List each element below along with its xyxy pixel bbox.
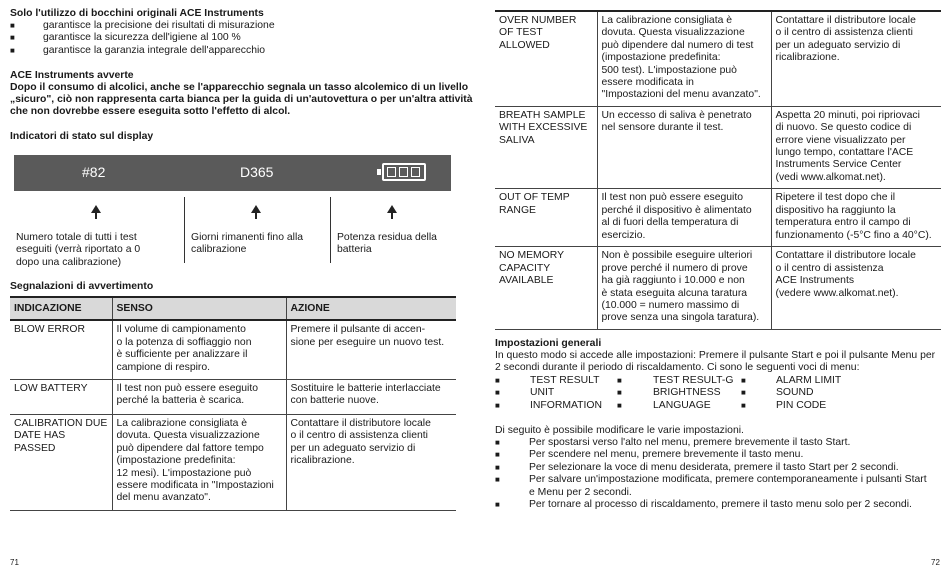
text-line: batteria [337, 244, 372, 256]
text-line: Contattare il distributore locale [290, 417, 431, 429]
instructions-list [495, 437, 945, 511]
table-row [495, 189, 941, 247]
text-line: ricalibrazione. [290, 455, 355, 467]
text-line: Contattare il distributore locale [775, 15, 916, 26]
bullet-icon [10, 45, 18, 57]
table-row [495, 247, 941, 329]
text-line: nel sensore durante il test. [601, 122, 724, 134]
text-line: ACE Instruments [775, 275, 855, 287]
text-line: con batterie nuove. [290, 395, 379, 407]
text-line: WITH EXCESSIVE [499, 122, 588, 134]
list-item [10, 45, 430, 57]
text-line: garantisce la garanzia integrale dell'apparecchio [43, 44, 266, 56]
bullet-icon [617, 375, 625, 387]
text-line: ALLOWED [499, 39, 550, 51]
warnings-title: Segnalazioni di avvertimento [10, 281, 154, 292]
table-cell [286, 320, 456, 379]
text-line: perché il dispositivo è alimentato [601, 204, 752, 216]
text-line: al di fuori della temperatura di [601, 217, 739, 229]
text-line: Ripetere il test dopo che il [775, 192, 896, 204]
bullet-icon [495, 437, 503, 449]
text-line: o la potenza di soffiaggio non [116, 336, 252, 348]
text-line: può dipendere dal numero di test [601, 39, 754, 51]
table-cell [495, 247, 597, 329]
bullet-icon [617, 400, 625, 412]
column-header: SENSO [112, 297, 286, 320]
text-line: dopo una calibrazione) [16, 256, 122, 268]
text-line: Il test non può essere eseguito [116, 382, 259, 394]
text-line: o il centro di assistenza clienti [290, 430, 428, 442]
text-line: Un eccesso di saliva è penetrato [601, 109, 752, 121]
text-line: essere modificata in [601, 77, 694, 89]
text-line: SALIVA [499, 134, 535, 146]
text-line: AVAILABLE [499, 275, 554, 287]
text-line: (10.000 = numero massimo di [601, 299, 740, 311]
bullet-icon [495, 387, 503, 399]
text-line: dispositivo ha raggiunto la [775, 204, 896, 216]
battery-cell [411, 167, 420, 177]
page-number: 71 [10, 558, 19, 567]
text-line: Per tornare al processo di riscaldamento, premere il tasto menu solo per 2 secondi. [529, 498, 912, 510]
warning-line: „sicuro", ciò non rappresenta carta bianca per la guida di un'autovettura o per un'altra attività [10, 94, 473, 105]
bullet-icon [10, 20, 18, 32]
test-count-readout: #82 [82, 164, 106, 180]
text-line: o il centro di assistenza [775, 262, 884, 274]
text-line: campione di respiro. [116, 361, 211, 373]
menu-items-grid [495, 375, 941, 412]
table-cell [771, 106, 941, 188]
warnings-table-continued [495, 10, 941, 330]
text-line: Potenza residua della [337, 232, 437, 243]
menu-row [495, 375, 941, 387]
text-line: esercizio. [601, 229, 646, 241]
caption-test-count [16, 232, 176, 269]
text-line: CALIBRATION DUE [14, 417, 108, 429]
battery-icon [382, 163, 426, 181]
text-line: (vedere www.alkomat.net). [775, 287, 899, 299]
left-page [0, 0, 475, 566]
table-cell [286, 414, 456, 510]
table-cell [112, 414, 286, 510]
table-cell [597, 106, 771, 188]
bullet-icon [617, 387, 625, 399]
battery-cell [387, 167, 396, 177]
modify-intro: Di seguito è possibile modificare le varie impostazioni. [495, 425, 744, 436]
text-line: OF TEST [499, 27, 543, 39]
text-line: 500 test). L'impostazione può [601, 64, 737, 76]
text-line: per un adeguato servizio di [290, 442, 416, 454]
list-item [10, 20, 430, 32]
text-line: DATE HAS PASSED [14, 430, 66, 454]
settings-title: Impostazioni generali [495, 338, 602, 349]
text-line: BREATH SAMPLE [499, 109, 586, 121]
text-line: La calibrazione consigliata è [116, 417, 248, 429]
text-line: o il centro di assistenza clienti [775, 27, 913, 39]
table-cell [112, 320, 286, 379]
text-line: "Impostazioni del menu avanzato". [601, 89, 761, 101]
text-line: ha già raggiunto i 10.000 e non [601, 275, 745, 287]
table-row [10, 414, 456, 510]
bullet-icon [741, 375, 749, 387]
bullet-icon [10, 32, 18, 44]
menu-item: INFORMATION [530, 399, 602, 411]
warning-line: che non dovrebbe essere eseguita sotto l'effetto di alcol. [10, 106, 291, 117]
text-line: è sufficiente per analizzare il [116, 349, 248, 361]
table-row [10, 320, 456, 379]
table-cell [10, 414, 112, 510]
bullet-icon [495, 400, 503, 412]
text-line: Non è possibile eseguire ulteriori [601, 250, 753, 262]
table-row [495, 11, 941, 106]
battery-cell [399, 167, 408, 177]
text-line: dovuta. Questa visualizzazione [116, 430, 260, 442]
text-line: Per selezionare la voce di menu desiderata, premere il tasto Start per 2 secondi. [529, 461, 899, 473]
text-line: errore viene visualizzato per [775, 134, 906, 146]
right-page [475, 0, 950, 566]
text-line: sione per eseguire un nuovo test. [290, 336, 445, 348]
status-indicators-title: Indicatori di stato sul display [10, 131, 154, 142]
menu-item: ALARM LIMIT [776, 375, 842, 386]
days-remaining-readout: D365 [240, 164, 274, 180]
text-line: BLOW ERROR [14, 324, 86, 336]
table-cell [112, 379, 286, 414]
caption-days [191, 232, 326, 257]
table-cell [771, 189, 941, 247]
list-item [495, 462, 945, 474]
text-line: RANGE [499, 204, 536, 216]
menu-item: SOUND [776, 387, 814, 399]
text-line: prove senza una singola taratura). [601, 312, 760, 324]
list-item [495, 449, 945, 461]
text-line: OVER NUMBER [499, 15, 577, 26]
warning-title: ACE Instruments avverte [10, 70, 134, 81]
originals-list [10, 20, 430, 57]
bullet-icon [495, 474, 503, 486]
table-cell [771, 247, 941, 329]
list-item [495, 474, 945, 499]
page-number: 72 [931, 558, 940, 567]
menu-item: UNIT [530, 387, 555, 399]
warnings-table [10, 296, 456, 511]
originals-heading: Solo l'utilizzo di bocchini originali ACE Instruments [10, 8, 264, 19]
list-item [10, 32, 430, 44]
menu-item: LANGUAGE [653, 399, 711, 411]
table-row [10, 379, 456, 414]
text-line: Numero totale di tutti i test [16, 232, 137, 243]
bullet-icon [495, 449, 503, 461]
text-line: Il volume di campionamento [116, 324, 246, 336]
text-line: Per salvare un'impostazione modificata, premere contemporaneamente i pulsanti Start [529, 474, 927, 486]
table-cell [10, 379, 112, 414]
text-line: essere modificata in "Impostazioni [116, 479, 274, 491]
bullet-icon [495, 462, 503, 474]
table-cell [597, 11, 771, 106]
column-header: INDICAZIONE [10, 297, 112, 320]
menu-item: BRIGHTNESS [653, 387, 721, 399]
menu-item: TEST RESULT [530, 375, 600, 386]
table-cell [771, 11, 941, 106]
text-line: è stata eseguita alcuna taratura [601, 287, 748, 299]
text-line: Per spostarsi verso l'alto nel menu, premere brevemente il tasto Start. [529, 437, 851, 448]
caption-battery [337, 232, 457, 257]
text-line: prove perché il numero di prove [601, 262, 748, 274]
text-line: (vedi www.alkomat.net). [775, 171, 886, 183]
table-cell [286, 379, 456, 414]
list-item [495, 437, 945, 449]
text-line: CAPACITY [499, 262, 551, 274]
text-line: e Menu per 2 secondi. [529, 486, 632, 498]
bullet-icon [741, 387, 749, 399]
table-cell [495, 189, 597, 247]
text-line: Il test non può essere eseguito [601, 192, 744, 204]
bullet-icon [495, 375, 503, 387]
text-line: La calibrazione consigliata è [601, 15, 733, 26]
table-cell [495, 106, 597, 188]
text-line: lungo tempo, contattare l'ACE [775, 147, 914, 159]
text-line: Premere il pulsante di accen- [290, 324, 426, 336]
text-line: Per scendere nel menu, premere brevemente il tasto menu. [529, 449, 804, 461]
table-cell [495, 11, 597, 106]
settings-intro: 2 secondi durante il periodo di riscaldamento. Ci sono le seguenti voci di menu: [495, 362, 860, 373]
list-item [495, 499, 945, 511]
text-line: garantisce la sicurezza dell'igiene al 100 % [43, 32, 241, 44]
bullet-icon [495, 499, 503, 511]
text-line: calibrazione [191, 244, 247, 256]
table-cell [10, 320, 112, 379]
divider [184, 197, 185, 263]
text-line: Aspetta 20 minuti, poi ripriovaci [775, 109, 920, 121]
text-line: (impostazione predefinita: [601, 52, 721, 64]
warning-line: Dopo il consumo di alcolici, anche se l'apparecchio segnala un tasso alcolemico di un livello [10, 82, 469, 93]
menu-row [495, 400, 941, 412]
text-line: può dipendere dal fattore tempo [116, 442, 264, 454]
table-cell [597, 247, 771, 329]
text-line: del menu avanzato". [116, 492, 211, 504]
text-line: LOW BATTERY [14, 382, 88, 394]
table-row [495, 106, 941, 188]
table-cell [597, 189, 771, 247]
column-header: AZIONE [286, 297, 456, 320]
bullet-icon [741, 400, 749, 412]
text-line: Sostituire le batterie interlacciate [290, 382, 441, 394]
display-panel [14, 155, 451, 191]
table-header-row [10, 297, 456, 320]
text-line: Instruments Service Center [775, 159, 902, 171]
text-line: per un adeguato servizio di [775, 39, 901, 51]
text-line: garantisce la precisione dei risultati di misurazione [43, 20, 275, 31]
text-line: dovuta. Questa visualizzazione [601, 27, 745, 39]
text-line: temperatura entro il campo di [775, 217, 911, 229]
settings-intro: In questo modo si accede alle impostazioni: Premere il pulsante Start e poi il pulsante Menu per [495, 350, 936, 361]
text-line: 12 mesi). L'impostazione può [116, 467, 252, 479]
text-line: Contattare il distributore locale [775, 250, 916, 262]
text-line: perché la batteria è scarica. [116, 395, 245, 407]
text-line: OUT OF TEMP [499, 192, 570, 204]
text-line: eseguiti (verrà riportato a 0 [16, 244, 141, 256]
text-line: funzionamento (-5°C fino a 40°C). [775, 229, 932, 241]
menu-item: PIN CODE [776, 399, 827, 411]
menu-item: TEST RESULT-G [653, 375, 734, 386]
text-line: NO MEMORY [499, 250, 565, 262]
text-line: ricalibrazione. [775, 52, 840, 64]
divider [330, 197, 331, 263]
text-line: Giorni rimanenti fino alla [191, 232, 304, 243]
menu-row [495, 387, 941, 399]
text-line: di nuovo. Se questo codice di [775, 122, 912, 134]
text-line: (impostazione predefinita: [116, 455, 236, 467]
